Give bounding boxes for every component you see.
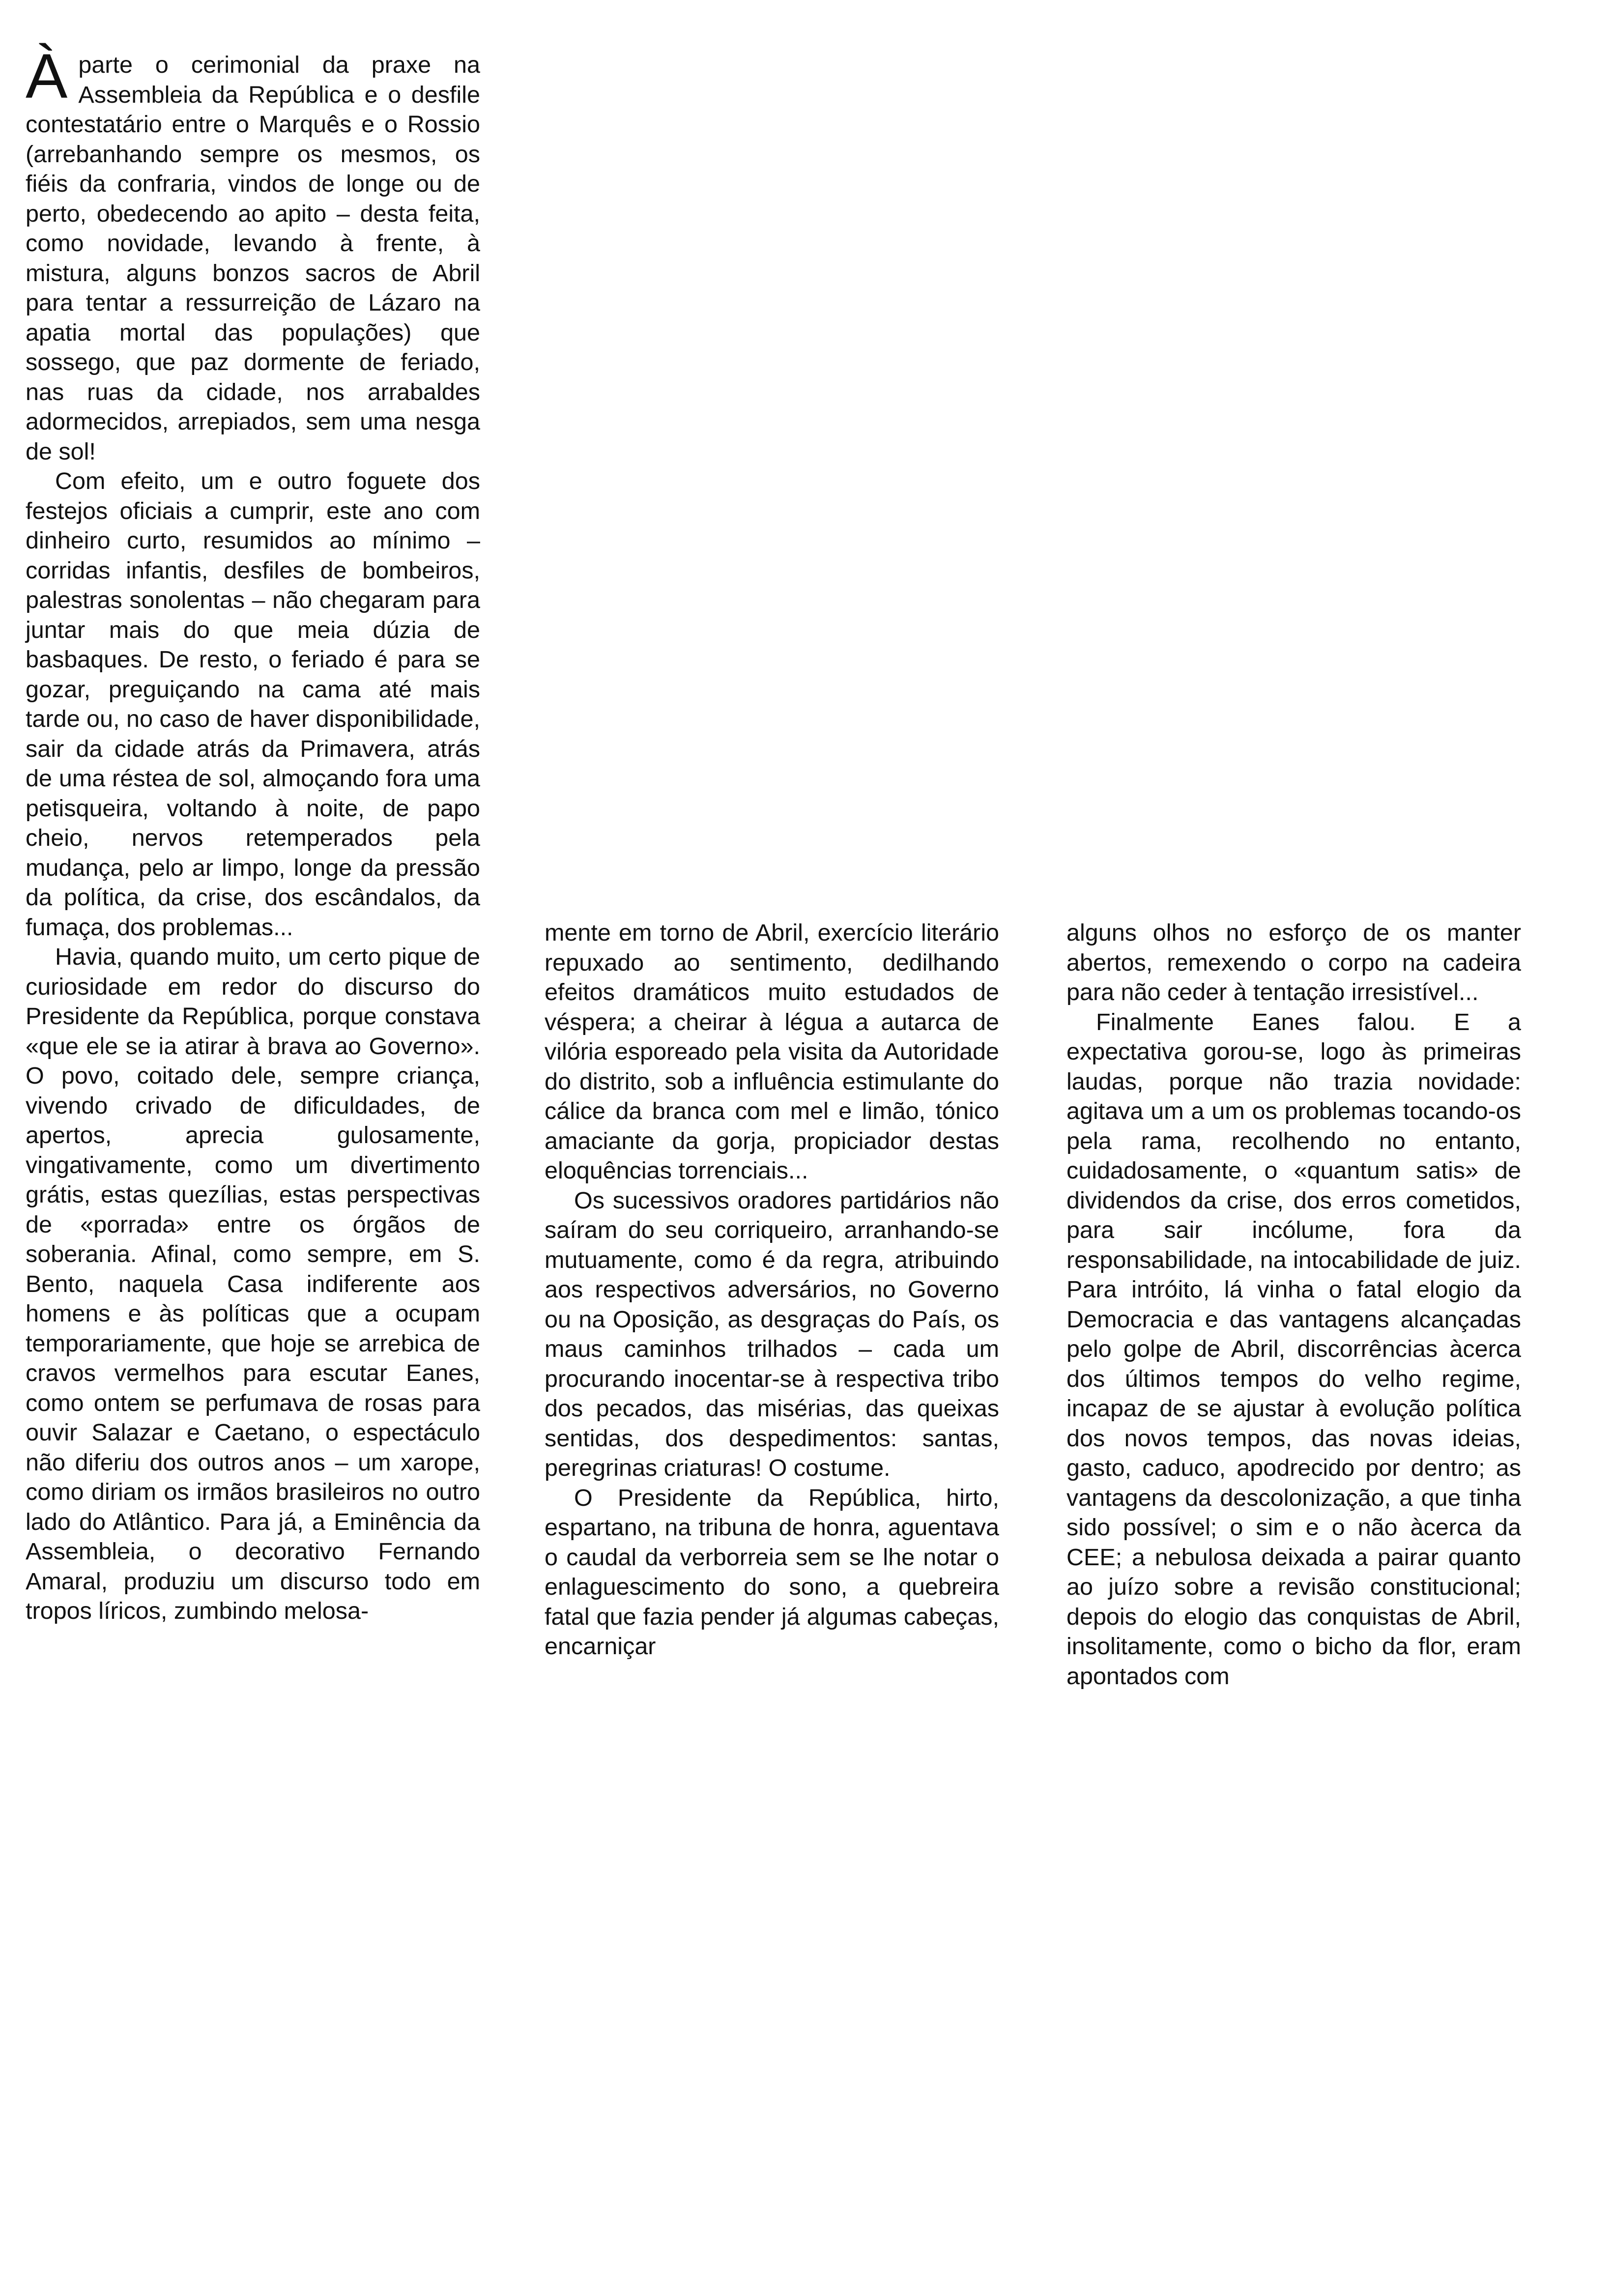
paragraph-continued: mente em torno de Abril, exercício literário repuxado ao sentimento, dedilhando efeitos dramáticos muito estudados de véspera; a cheirar à légua a autarca de vilória esporeado pela visita da Autoridade do distrito, sob a influência estimulante do cálice da branca com mel e limão, tónico amaciante da gorja, propiciador destas eloquências torrenciais... — [545, 919, 999, 1184]
paragraph-continued: alguns olhos no esforço de os manter abertos, remexendo o corpo na cadeira para não ceder à tentação irresistível... — [1066, 919, 1521, 1005]
article-column-1 — [26, 41, 480, 1626]
paragraph: Os sucessivos oradores partidários não saíram do seu corriqueiro, arranhando-se mutuamente, como é da regra, atribuindo aos respectivos adversários, no Governo ou na Oposição, as desgraças do País, os maus caminhos trilhados – cada um procurando inocentar-se à respectiva tribo dos pecados, das misérias, das queixas sentidas, dos despedimentos: santas, peregrinas criaturas! O costume. — [545, 1187, 999, 1481]
article-column-3 — [1066, 918, 1521, 1691]
drop-cap: À — [26, 41, 68, 112]
paragraph: Com efeito, um e outro foguete dos festejos oficiais a cumprir, este ano com dinheiro curto, resumidos ao mínimo – corridas infantis, desfiles de bombeiros, palestras sonolentas – não chegaram para juntar mais do que meia dúzia de basbaques. De resto, o feriado é para se gozar, preguiçando na cama até mais tarde ou, no caso de haver disponibilidade, sair da cidade atrás da Primavera, atrás de uma réstea de sol, almoçando fora uma petisqueira, voltando à noite, de papo cheio, nervos retemperados pela mudança, pelo ar limpo, longe da pressão da política, da crise, dos escândalos, da fumaça, dos problemas... — [26, 468, 480, 941]
article-column-2 — [545, 918, 999, 1662]
paragraph: Finalmente Eanes falou. E a expectativa gorou-se, logo às primeiras laudas, porque não trazia novidade: agitava um a um os problemas tocando-os pela rama, recolhendo no entanto, cuidadosamente, o «quantum satis» de dividendos da crise, dos erros cometidos, para sair incólume, fora da responsabilidade, na intocabilidade de juiz. Para intróito, lá vinha o fatal elogio da Democracia e das vantagens alcançadas pelo golpe de Abril, discorrências àcerca dos últimos tempos do velho regime, incapaz de se ajustar à evolução política dos novos tempos, das novas ideias, gasto, caduco, apodrecido por dentro; as vantagens da descolonização, a que tinha sido possível; o sim e o não àcerca da CEE; a nebulosa deixada a pairar quanto ao juízo sobre a revisão constitucional; depois do elogio das conquistas de Abril, insolitamente, como o bicho da flor, eram apontados com — [1066, 1008, 1521, 1690]
paragraph: O Presidente da República, hirto, espartano, na tribuna de honra, aguentava o caudal da verborreia sem se lhe notar o enlaguescimento do sono, a quebreira fatal que fazia pender já algumas cabeças, encarniçar — [545, 1484, 999, 1660]
paragraph: Havia, quando muito, um certo pique de curiosidade em redor do discurso do Presidente da República, porque constava «que ele se ia atirar à brava ao Governo». O povo, coitado dele, sempre criança, vivendo crivado de dificuldades, de apertos, aprecia gulosamente, vingativamente, como um divertimento grátis, estas quezílias, estas perspectivas de «porrada» entre os órgãos de soberania. Afinal, como sempre, em S. Bento, naquela Casa indiferente aos homens e às políticas que a ocupam temporariamente, que hoje se arrebica de cravos vermelhos para escutar Eanes, como ontem se perfumava de rosas para ouvir Salazar e Caetano, o espectáculo não diferiu dos outros anos – um xarope, como diriam os irmãos brasileiros no outro lado do Atlântico. Para já, a Eminência da Assembleia, o decorativo Fernando Amaral, produziu um discurso todo em tropos líricos, zumbindo melosa- — [26, 944, 480, 1624]
paragraph-opening: parte o cerimonial da praxe na Assembleia da República e o desfile contestatário entre o Marquês e o Rossio (arrebanhando sempre os mesmos, os fiéis da confraria, vindos de longe ou de perto, obedecendo ao apito – desta feita, como novidade, levando à frente, à mistura, alguns bonzos sacros de Abril para tentar a ressurreição de Lázaro na apatia mortal das populações) que sossego, que paz dormente de feriado, nas ruas da cidade, nos arrabaldes adormecidos, arrepiados, sem uma nesga de sol! — [26, 52, 480, 465]
